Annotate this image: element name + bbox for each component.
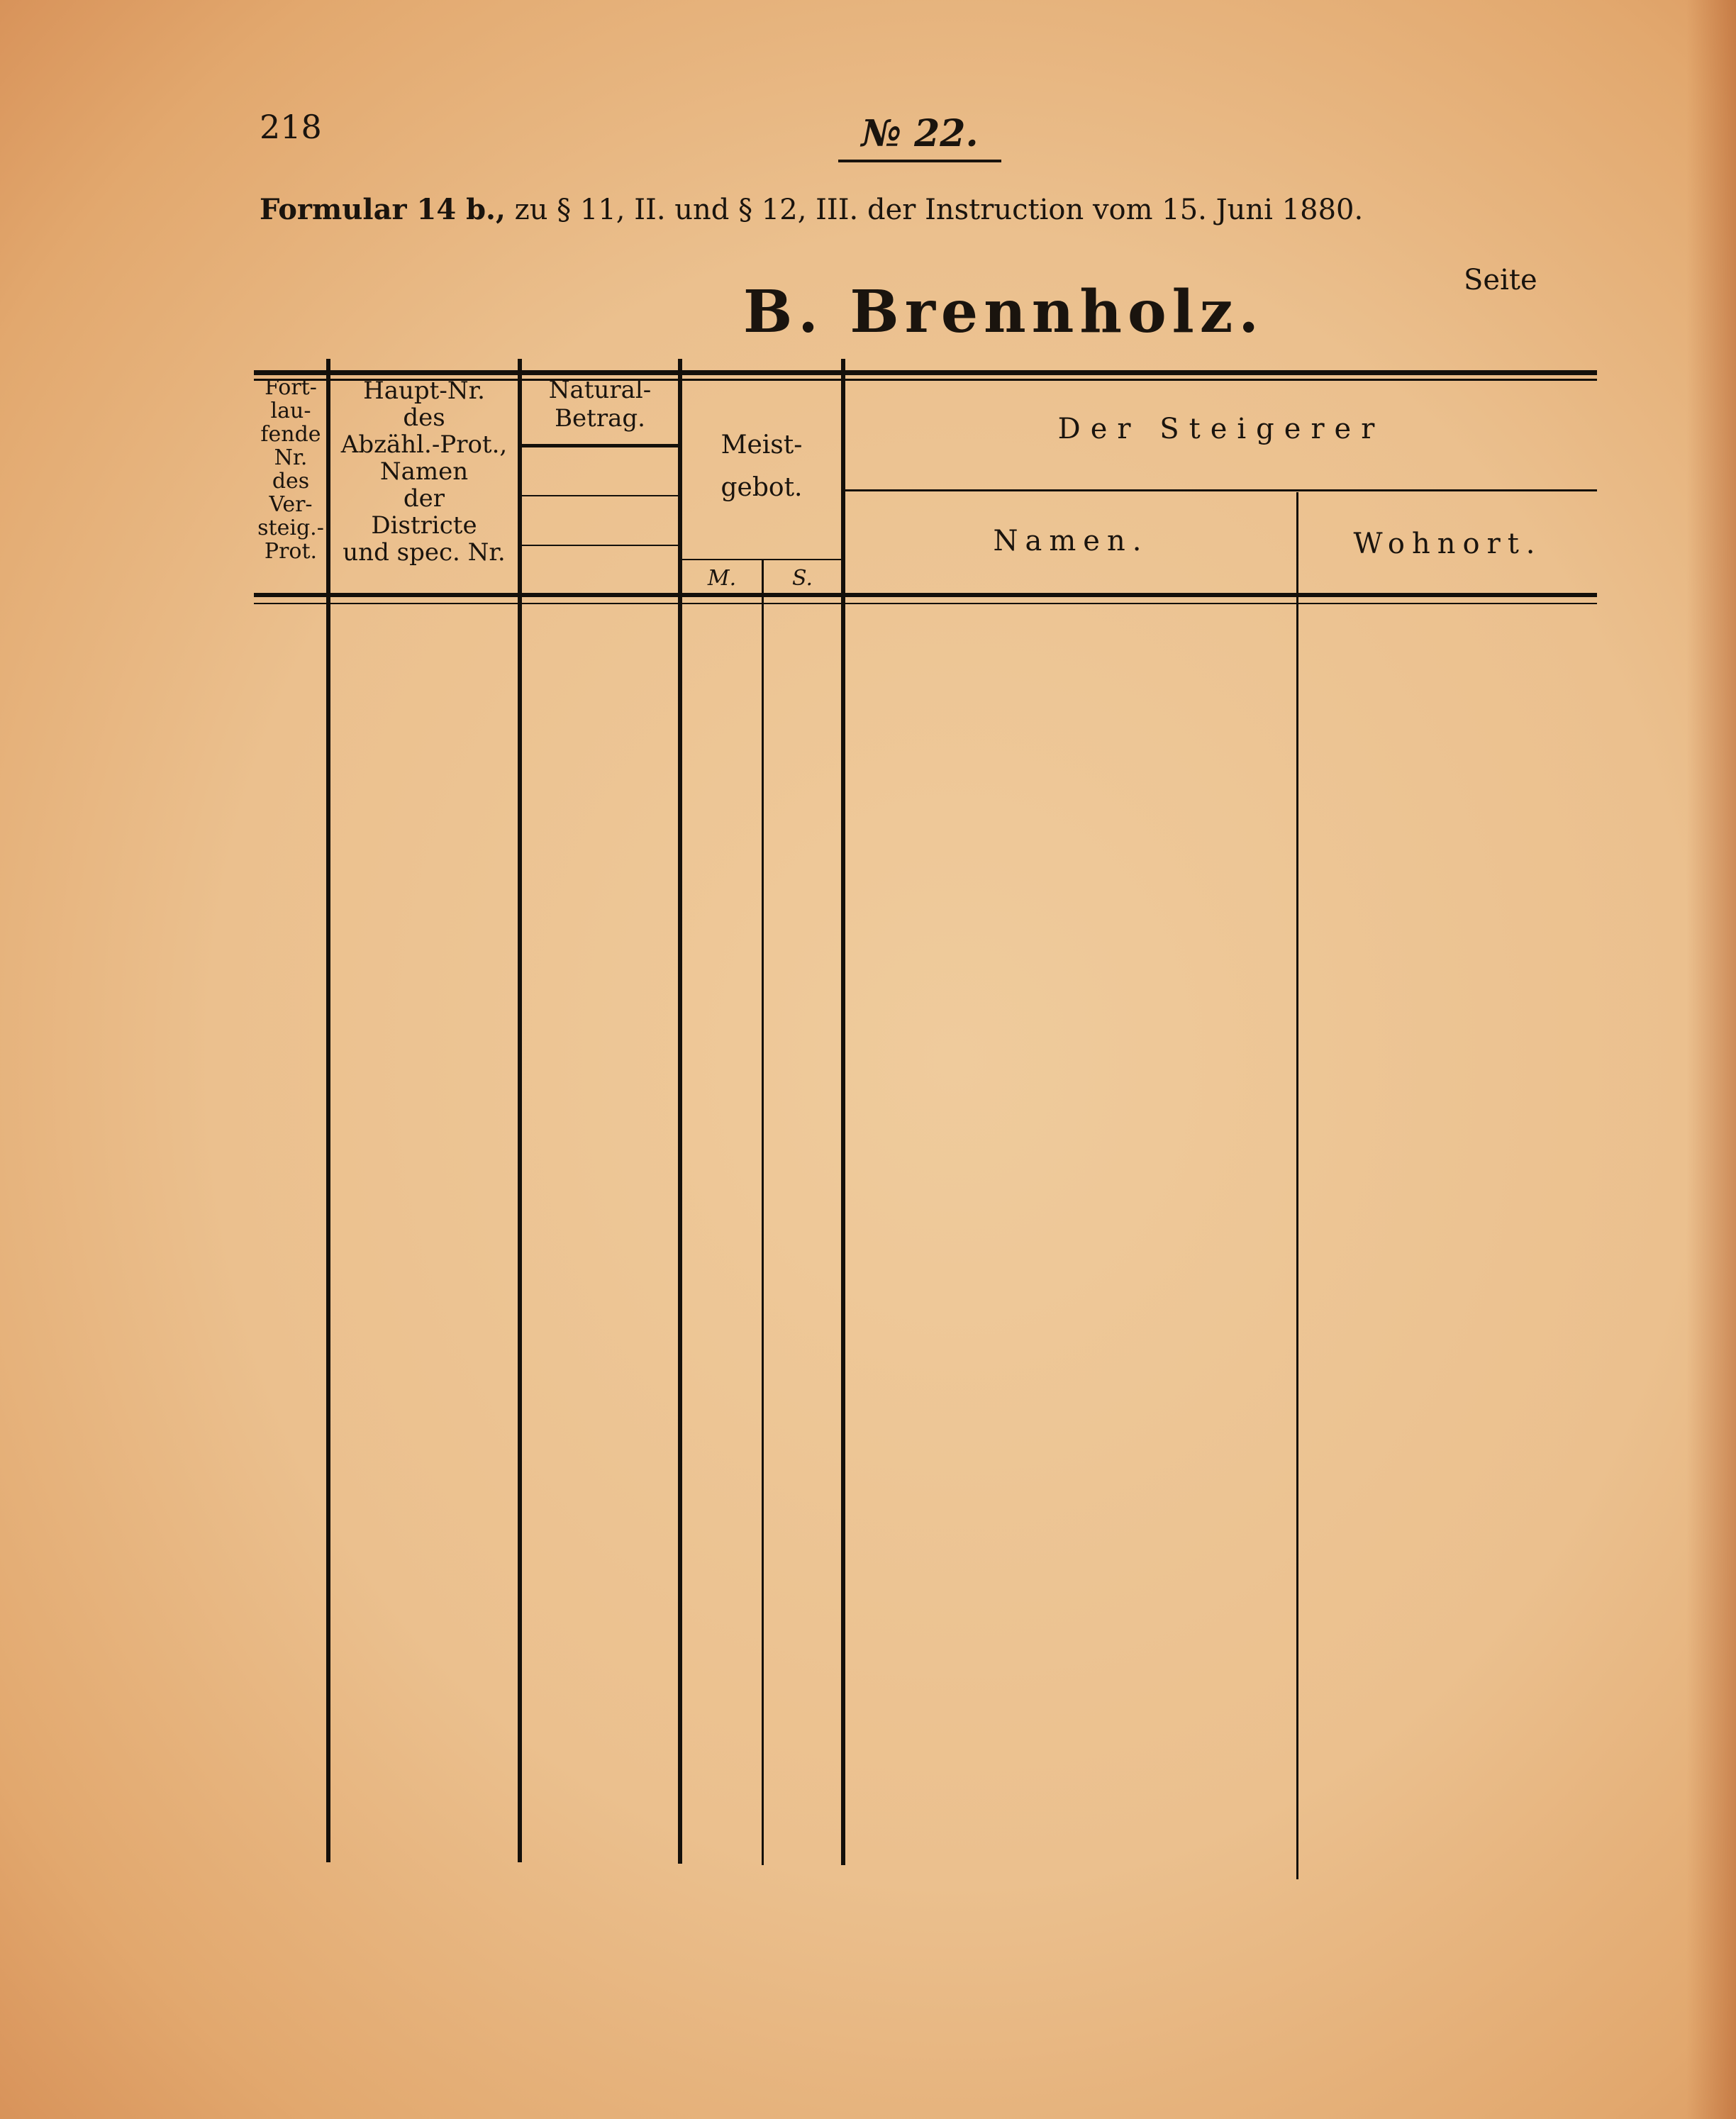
form-subtitle bbox=[260, 193, 1363, 226]
natural-rule-2 bbox=[522, 495, 678, 496]
header-haupt-nr bbox=[330, 377, 518, 566]
header-bottom-rule bbox=[254, 593, 1597, 597]
col4-line: Meist- bbox=[720, 430, 803, 460]
subtitle-reference: zu § 11, II. und § 12, III. der Instruction vom 15. Juni 1880. bbox=[505, 194, 1364, 226]
col1-line: Fort- bbox=[265, 375, 317, 400]
col1-line: Ver- bbox=[269, 492, 313, 517]
col2-line: Abzähl.-Prot., bbox=[340, 430, 508, 459]
col-divider-2 bbox=[518, 359, 522, 1862]
col2-line: Haupt-Nr. bbox=[363, 377, 485, 405]
unit-mark: M. bbox=[707, 566, 737, 591]
paper-edge-shading bbox=[1686, 0, 1736, 2119]
header-der-steigerer: Der Steigerer bbox=[1057, 413, 1385, 445]
top-rule-thick bbox=[254, 370, 1597, 375]
header-bottom-rule-thin bbox=[254, 603, 1597, 604]
header-meistgebot bbox=[682, 424, 841, 509]
col3-line: Betrag. bbox=[555, 404, 645, 433]
meistgebot-rule bbox=[682, 559, 841, 560]
header-namen: Namen. bbox=[993, 525, 1149, 557]
col1-line: Prot. bbox=[264, 539, 318, 564]
col1-line: lau- bbox=[270, 399, 311, 423]
subtitle-form-label: Formular 14 b., bbox=[260, 193, 506, 226]
col1-line: des bbox=[272, 469, 310, 494]
page-title: B. Brennholz. bbox=[743, 278, 1264, 346]
header-laufende-nr bbox=[255, 376, 326, 563]
col-divider-5 bbox=[841, 359, 845, 1865]
col4-line: gebot. bbox=[720, 473, 803, 502]
col2-line: des bbox=[403, 404, 445, 432]
col1-line: fende bbox=[260, 422, 321, 447]
seite-label: Seite bbox=[1464, 264, 1537, 296]
col2-line: Namen bbox=[379, 457, 469, 486]
unit-pfennig: S. bbox=[791, 566, 813, 591]
header-wohnort: Wohnort. bbox=[1353, 528, 1542, 560]
natural-rule-1 bbox=[522, 444, 678, 447]
col1-line: Nr. bbox=[274, 445, 308, 470]
page-number: 218 bbox=[260, 108, 322, 146]
col2-line: der bbox=[403, 484, 445, 513]
col2-line: und spec. Nr. bbox=[343, 538, 506, 567]
col-divider-4 bbox=[762, 560, 764, 1865]
col1-line: steig.- bbox=[257, 516, 324, 540]
steigerer-rule bbox=[845, 489, 1597, 491]
natural-rule-3 bbox=[522, 545, 678, 546]
col-divider-1 bbox=[326, 359, 330, 1862]
form-number: № 22. bbox=[838, 112, 1001, 162]
header-natural-betrag bbox=[522, 376, 678, 433]
col3-line: Natural- bbox=[548, 376, 652, 404]
col2-line: Districte bbox=[371, 511, 477, 540]
col-divider-6 bbox=[1296, 492, 1298, 1879]
